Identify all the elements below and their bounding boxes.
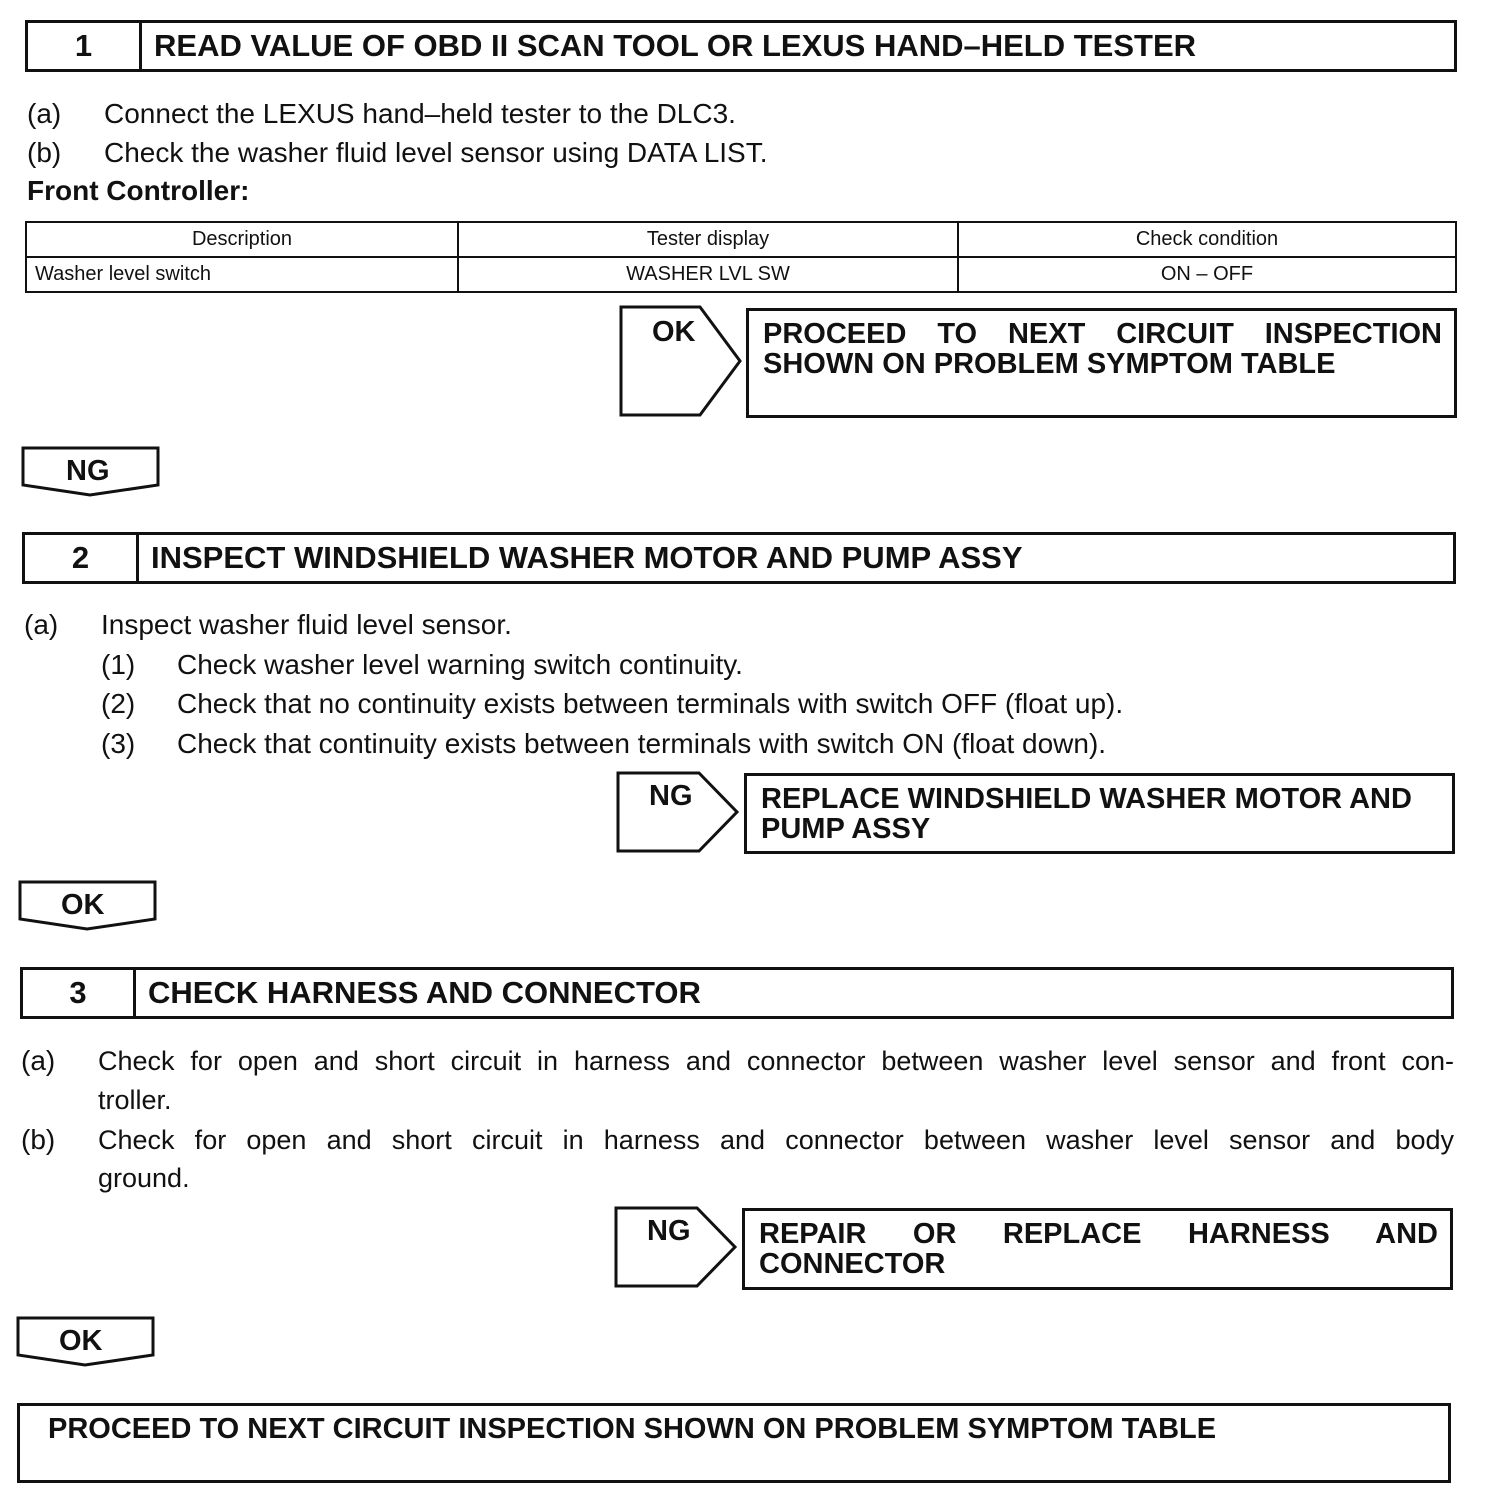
result-line: SHOWN ON PROBLEM SYMPTOM TABLE (763, 348, 1336, 380)
branch-result-box (746, 308, 1457, 418)
instruction-label: (a) (24, 609, 59, 640)
final-result-box (17, 1403, 1451, 1483)
step-title: READ VALUE OF OBD II SCAN TOOL OR LEXUS HAND–HELD TESTER (154, 28, 1197, 63)
instruction-continuation: ground. (98, 1163, 190, 1193)
branch-result-box (744, 773, 1455, 854)
data-list-table (25, 221, 1457, 293)
branch-ng-arrow (615, 1207, 737, 1287)
down-tag-ok (17, 1317, 155, 1365)
instruction-label: (a) (27, 98, 62, 129)
step-title: INSPECT WINDSHIELD WASHER MOTOR AND PUMP ASSY (151, 540, 1023, 575)
down-tag-label: OK (59, 1325, 103, 1357)
instruction-text: Check for open and short circuit in harness and connector between washer level sensor and front con- (98, 1046, 1454, 1076)
result-line: REPLACE WINDSHIELD WASHER MOTOR AND (761, 783, 1412, 815)
result-line: CONNECTOR (759, 1248, 946, 1280)
down-tag-ng (22, 447, 160, 495)
result-line: REPAIR OR REPLACE HARNESS AND (759, 1218, 1438, 1250)
down-tag-label: OK (61, 889, 105, 921)
instruction-label: (a) (21, 1045, 56, 1076)
instruction-label: (b) (21, 1124, 56, 1155)
instruction-text: Check for open and short circuit in harness and connector between washer level sensor and body (98, 1125, 1454, 1155)
table-cell: Washer level switch (26, 257, 458, 292)
sub-instruction-text: Check that no continuity exists between terminals with switch OFF (float up). (177, 688, 1124, 719)
sub-instruction-label: (1) (101, 649, 136, 680)
sub-instruction-label: (3) (101, 728, 136, 759)
table-row (26, 257, 1456, 292)
instruction-text: Inspect washer fluid level sensor. (101, 609, 512, 640)
table-cell: ON – OFF (958, 257, 1456, 292)
branch-tag-label: OK (652, 316, 696, 348)
step-3-header (20, 967, 1454, 1019)
instruction-label: (b) (27, 137, 62, 168)
sub-instruction-label: (2) (101, 688, 136, 719)
branch-ng-arrow (617, 772, 739, 852)
sub-instruction-text: Check that continuity exists between terminals with switch ON (float down). (177, 728, 1107, 759)
branch-result-box (742, 1208, 1453, 1290)
instruction-text: Check the washer fluid level sensor using DATA LIST. (104, 137, 768, 168)
step-2-header (22, 532, 1456, 584)
sub-instruction-text: Check washer level warning switch continuity. (177, 649, 743, 680)
step-number: 3 (23, 970, 136, 1016)
table-header-row (26, 222, 1456, 257)
step-1-header (25, 20, 1457, 72)
result-line: PUMP ASSY (761, 813, 931, 845)
result-line: PROCEED TO NEXT CIRCUIT INSPECTION (763, 318, 1442, 350)
final-result-text: PROCEED TO NEXT CIRCUIT INSPECTION SHOWN ON PROBLEM SYMPTOM TABLE (48, 1413, 1217, 1445)
table-cell: WASHER LVL SW (458, 257, 958, 292)
table-header-cell: Description (26, 222, 458, 257)
instruction-text: Connect the LEXUS hand–held tester to the DLC3. (104, 98, 736, 129)
step-number: 2 (25, 535, 139, 581)
down-tag-ok (19, 881, 157, 929)
branch-ok-arrow (620, 306, 742, 416)
branch-tag-label: NG (647, 1215, 691, 1247)
branch-tag-label: NG (649, 780, 693, 812)
table-header-cell: Tester display (458, 222, 958, 257)
step-number: 1 (28, 23, 142, 69)
step-title: CHECK HARNESS AND CONNECTOR (148, 975, 701, 1010)
instruction-continuation: troller. (98, 1085, 172, 1115)
table-header-cell: Check condition (958, 222, 1456, 257)
down-tag-label: NG (66, 455, 110, 487)
front-controller-heading: Front Controller: (27, 175, 250, 206)
